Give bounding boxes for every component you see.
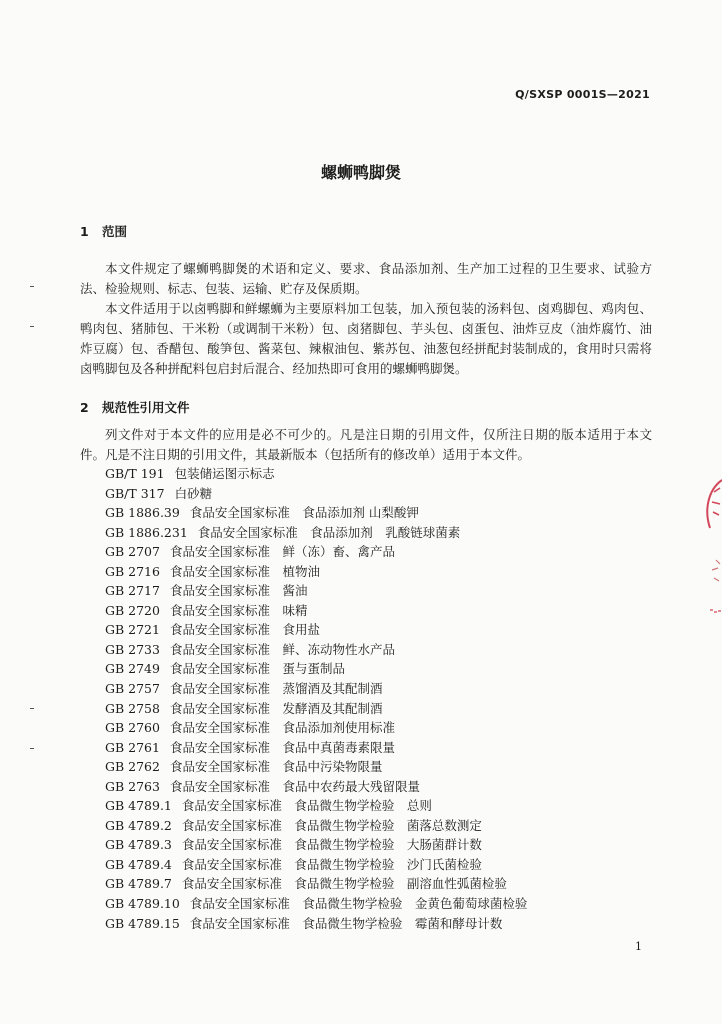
reference-item	[105, 523, 527, 543]
seal-stamp-graphic	[700, 470, 722, 640]
reference-item	[105, 757, 527, 777]
reference-name: 食品安全国家标准 食品微生物学检验 菌落总数测定	[181, 817, 482, 833]
scope-paragraph-2: 本文件适用于以卤鸭脚和鲜螺蛳为主要原料加工包装，加入预包装的汤料包、卤鸡脚包、鸡肉包、鸭肉包、猪肺包、干米粉（或调制干米粉）包、卤猪脚包、芋头包、卤蛋包、油炸豆皮（油炸腐竹、油炸豆腐）包、香醋包、酸笋包、酱菜包、辣椒油包、紫苏包、油葱包经拼配封装制成的，食用时只需将卤鸭脚包及各种拼配料包启封后混合、经加热即可食用的螺蛳鸭脚煲。	[80, 301, 652, 376]
section-number: 2	[80, 400, 89, 415]
reference-code: GB 1886.231	[105, 524, 188, 540]
reference-code: GB 4789.1	[105, 798, 172, 814]
section-title: 范围	[102, 224, 128, 239]
reference-code: GB 4789.4	[105, 856, 172, 872]
reference-code: GB 2762	[105, 759, 160, 775]
reference-code: GB/T 317	[105, 485, 165, 501]
scan-mark	[30, 748, 34, 749]
reference-item	[105, 816, 527, 836]
reference-name: 食品安全国家标准 食品微生物学检验 金黄色葡萄球菌检验	[189, 896, 528, 912]
reference-code: GB 2717	[105, 583, 160, 599]
reference-item	[105, 855, 527, 875]
reference-code: GB 4789.2	[105, 817, 172, 833]
reference-item	[105, 464, 527, 484]
reference-item	[105, 874, 527, 894]
reference-code: GB 2716	[105, 563, 160, 579]
reference-name: 食品安全国家标准 鲜（冻）畜、禽产品	[169, 544, 395, 560]
scan-mark	[30, 708, 34, 709]
reference-name: 食品安全国家标准 蒸馏酒及其配制酒	[169, 681, 383, 697]
reference-name: 食品安全国家标准 味精	[169, 602, 308, 618]
reference-name: 食品安全国家标准 发酵酒及其配制酒	[169, 700, 383, 716]
reference-code: GB 2720	[105, 602, 160, 618]
reference-name: 食品安全国家标准 食品微生物学检验 沙门氏菌检验	[181, 856, 482, 872]
reference-item	[105, 542, 527, 562]
document-code: Q/SXSP 0001S—2021	[515, 88, 650, 101]
reference-code: GB 2749	[105, 661, 160, 677]
reference-item	[105, 562, 527, 582]
reference-item	[105, 796, 527, 816]
seal-stamp-fragment	[700, 470, 722, 640]
section-title: 规范性引用文件	[102, 400, 190, 415]
reference-item	[105, 835, 527, 855]
reference-item	[105, 484, 527, 504]
reference-name: 食品安全国家标准 食品中农药最大残留限量	[169, 778, 420, 794]
reference-item	[105, 620, 527, 640]
scan-mark	[30, 326, 34, 327]
references-intro-paragraph: 列文件对于本文件的应用是必不可少的。凡是注日期的引用文件，仅所注日期的版本适用于本文件。凡是不注日期的引用文件，其最新版本（包括所有的修改单）适用于本文件。	[80, 427, 652, 462]
reference-code: GB 2721	[105, 622, 160, 638]
reference-name: 食品安全国家标准 植物油	[169, 563, 320, 579]
reference-item	[105, 894, 527, 914]
reference-name: 食品安全国家标准 鲜、冻动物性水产品	[169, 641, 395, 657]
reference-name: 白砂糖	[174, 485, 213, 501]
reference-code: GB/T 191	[105, 466, 165, 481]
section-number: 1	[80, 224, 89, 239]
reference-list	[105, 464, 527, 933]
reference-code: GB 2758	[105, 700, 160, 716]
reference-item	[105, 659, 527, 679]
reference-name: 食品安全国家标准 食品中真菌毒素限量	[169, 739, 395, 755]
reference-name: 食品安全国家标准 食品添加剂 乳酸链球菌素	[197, 524, 461, 540]
reference-code: GB 2761	[105, 739, 160, 755]
reference-item	[105, 640, 527, 660]
scan-mark	[30, 286, 34, 287]
reference-name: 食品安全国家标准 酱油	[169, 583, 308, 599]
reference-code: GB 2757	[105, 681, 160, 697]
reference-item	[105, 679, 527, 699]
reference-name: 食品安全国家标准 食品微生物学检验 副溶血性弧菌检验	[181, 876, 507, 892]
reference-item	[105, 914, 527, 934]
scope-paragraph-1: 本文件规定了螺蛳鸭脚煲的术语和定义、要求、食品添加剂、生产加工过程的卫生要求、试验方法、检验规则、标志、包装、运输、贮存及保质期。	[80, 261, 652, 296]
reference-name: 食品安全国家标准 蛋与蛋制品	[169, 661, 345, 677]
reference-item	[105, 718, 527, 738]
reference-item	[105, 699, 527, 719]
reference-code: GB 2707	[105, 544, 160, 560]
section-heading-scope	[80, 222, 127, 240]
reference-name: 食品安全国家标准 食品微生物学检验 霉菌和酵母计数	[189, 915, 503, 931]
reference-code: GB 2733	[105, 641, 160, 657]
reference-name: 包装储运图示标志	[174, 466, 275, 481]
section-heading-normative-references	[80, 398, 190, 416]
reference-code: GB 1886.39	[105, 505, 180, 521]
reference-item	[105, 581, 527, 601]
reference-item	[105, 738, 527, 758]
reference-name: 食品安全国家标准 食用盐	[169, 622, 320, 638]
page-number: 1	[635, 940, 642, 953]
reference-name: 食品安全国家标准 食品微生物学检验 总则	[181, 798, 432, 814]
reference-item	[105, 503, 527, 523]
reference-code: GB 4789.7	[105, 876, 172, 892]
reference-item	[105, 601, 527, 621]
reference-code: GB 2763	[105, 778, 160, 794]
document-title: 螺蛳鸭脚煲	[320, 163, 401, 182]
reference-code: GB 4789.10	[105, 896, 180, 912]
reference-name: 食品安全国家标准 食品中污染物限量	[169, 759, 383, 775]
reference-code: GB 4789.3	[105, 837, 172, 853]
reference-name: 食品安全国家标准 食品添加剂 山梨酸钾	[189, 505, 419, 521]
reference-code: GB 4789.15	[105, 915, 180, 931]
reference-name: 食品安全国家标准 食品添加剂使用标准	[169, 720, 395, 736]
reference-item	[105, 777, 527, 797]
reference-name: 食品安全国家标准 食品微生物学检验 大肠菌群计数	[181, 837, 482, 853]
reference-code: GB 2760	[105, 720, 160, 736]
